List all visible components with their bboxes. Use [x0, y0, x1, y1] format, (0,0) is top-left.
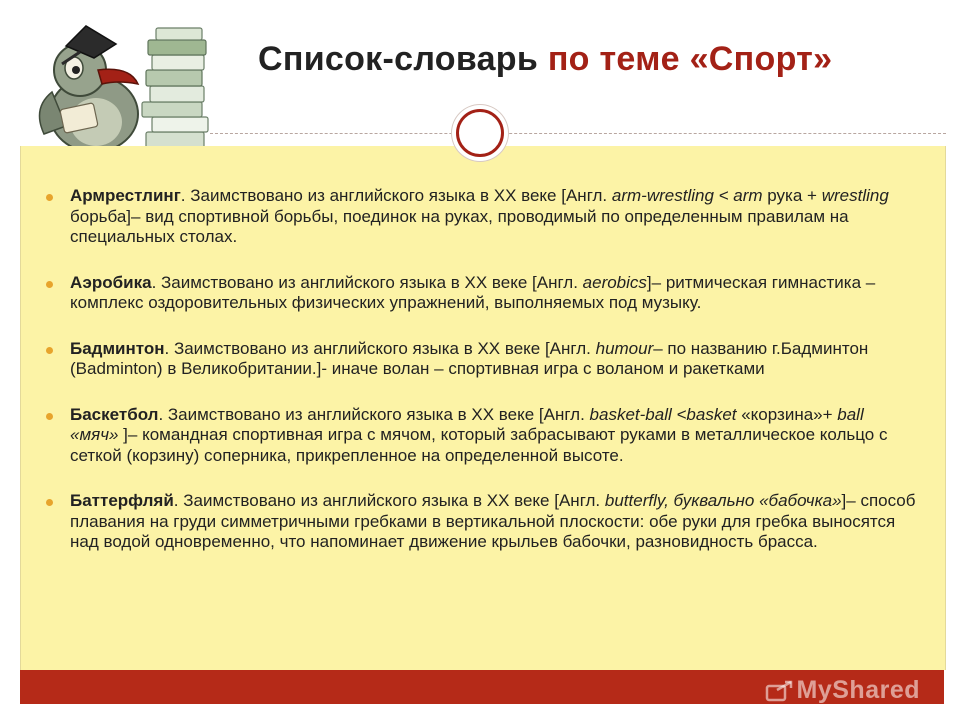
bullet-icon — [46, 499, 53, 506]
bullet-icon — [46, 281, 53, 288]
entry-term: Армрестлинг — [70, 186, 181, 205]
list-item — [46, 186, 916, 248]
entry-etymology-italic: wrestling — [821, 186, 889, 205]
glossary-list — [46, 186, 916, 553]
bullet-icon — [46, 194, 53, 201]
entry-text: «корзина»+ — [736, 404, 838, 424]
entry-term: Бадминтон — [70, 338, 165, 358]
entry-etymology-italic: humour — [595, 338, 654, 358]
entry-text: . Заимствовано из английского языка в XX веке [Англ. — [180, 186, 612, 205]
entry-etymology-italic: ball «мяч» — [70, 404, 864, 444]
entry-text: . Заимствовано из английского языка в XX веке [Англ. — [158, 404, 590, 424]
entry-etymology-italic: arm-wrestling < arm — [611, 186, 763, 205]
list-item — [46, 273, 916, 314]
page-title — [258, 40, 832, 79]
share-logo-icon — [765, 680, 793, 702]
list-item — [46, 405, 916, 467]
header-divider — [210, 133, 946, 134]
book-stack-icon — [142, 28, 210, 164]
bullet-icon — [46, 413, 53, 420]
watermark-text: MyShared — [796, 676, 920, 704]
entry-text: ]– командная спортивная игра с мячом, который забрасывают руками в металлическое кольцо с сеткой (корзину) соперника, прикрепленное на определенной высоте. — [70, 425, 888, 465]
bullet-icon — [46, 347, 53, 354]
list-item — [46, 339, 916, 380]
entry-text: рука + — [762, 186, 822, 205]
entry-text: ]– способ плавания на груди симметричными гребками в вертикальной плоскости: обе руки для гребка выносятся над водой одновременно, что напоминает движение крыльев бабочки, разновидность брасса. — [70, 491, 916, 551]
entry-text: . Заимствовано из английского языка в XX веке [Англ. — [151, 272, 583, 292]
watermark-logo — [765, 676, 920, 705]
entry-term: Баттерфляй — [70, 491, 174, 510]
divider-ring-ornament — [456, 109, 504, 157]
entry-etymology-italic: aerobics — [582, 272, 647, 292]
footer-bar — [20, 670, 944, 704]
entry-term: Аэробика — [70, 272, 152, 292]
entry-etymology-italic: basket-ball <basket — [589, 404, 737, 424]
entry-text: – по названию г.Бадминтон (Badminton) в Великобритании.]- иначе волан – спортивная игра с воланом и ракетками — [70, 338, 869, 378]
entry-text: . Заимствовано из английского языка в XX веке [Англ. — [164, 338, 596, 358]
entry-text: борьба]– вид спортивной борьбы, поединок на руках, проводимый по определенным правилам на специальных столах. — [70, 206, 849, 246]
entry-etymology-italic: butterfly, буквально «бабочка» — [604, 491, 842, 510]
list-item — [46, 491, 916, 553]
bird-icon — [40, 26, 139, 162]
title-accent: по теме «Спорт» — [547, 40, 833, 78]
entry-text: . Заимствовано из английского языка в XX веке [Англ. — [173, 491, 605, 510]
entry-term: Баскетбол — [70, 404, 159, 424]
entry-text: ]– ритмическая гимнастика – комплекс оздоровительных физических упражнений, выполняемых под музыку. — [70, 272, 876, 312]
title-main: Список-словарь — [258, 40, 539, 78]
